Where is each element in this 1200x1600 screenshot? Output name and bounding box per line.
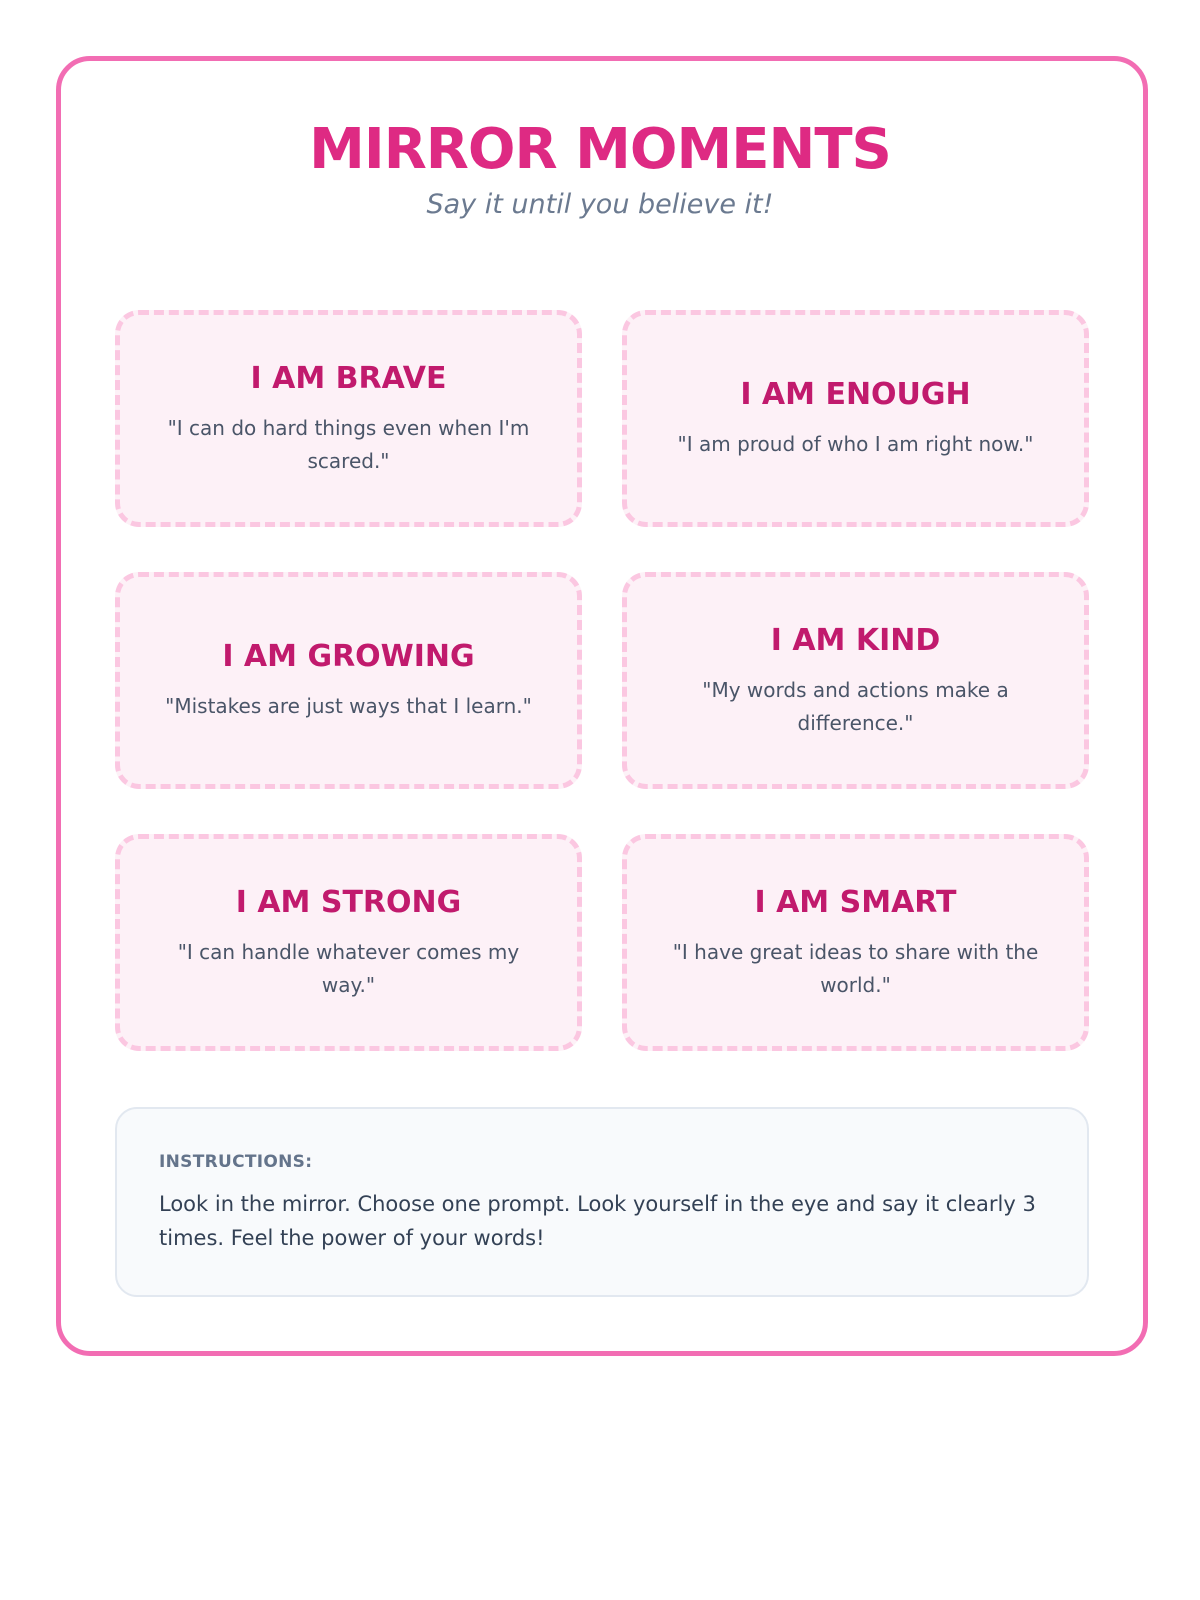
affirmation-title: I AM KIND: [770, 622, 941, 658]
affirmation-quote: "Mistakes are just ways that I learn.": [165, 694, 532, 718]
affirmation-quote: "I can do hard things even when I'm scared.": [167, 415, 530, 473]
affirmation-card-kind: [622, 572, 1089, 789]
page-title: MIRROR MOMENTS: [309, 117, 891, 182]
affirmation-title: I AM GROWING: [222, 639, 475, 674]
affirmation-quote: "My words and actions make a difference.": [702, 677, 1009, 735]
affirmation-title: I AM BRAVE: [250, 360, 447, 396]
affirmation-quote: "I am proud of who I am right now.": [677, 432, 1034, 456]
affirmation-quote: "I have great ideas to share with the world.": [672, 939, 1039, 997]
affirmation-title: I AM SMART: [754, 884, 957, 920]
affirmation-quote: "I can handle whatever comes my way.": [177, 939, 520, 997]
instructions-box: [115, 1107, 1089, 1297]
affirmation-card-enough: [622, 310, 1089, 527]
page-subtitle: Say it until you believe it!: [426, 189, 774, 220]
affirmation-card-smart: [622, 834, 1089, 1051]
affirmation-card-brave: [115, 310, 582, 527]
affirmation-card-strong: [115, 834, 582, 1051]
affirmation-title: I AM ENOUGH: [740, 377, 971, 412]
affirmation-card-growing: [115, 572, 582, 789]
affirmation-title: I AM STRONG: [235, 884, 462, 920]
instructions-text: Look in the mirror. Choose one prompt. Look yourself in the eye and say it clearly 3 times. Feel the power of your words!: [159, 1192, 1036, 1250]
instructions-label: INSTRUCTIONS:: [159, 1152, 313, 1172]
affirmation-grid: [115, 310, 1089, 1051]
